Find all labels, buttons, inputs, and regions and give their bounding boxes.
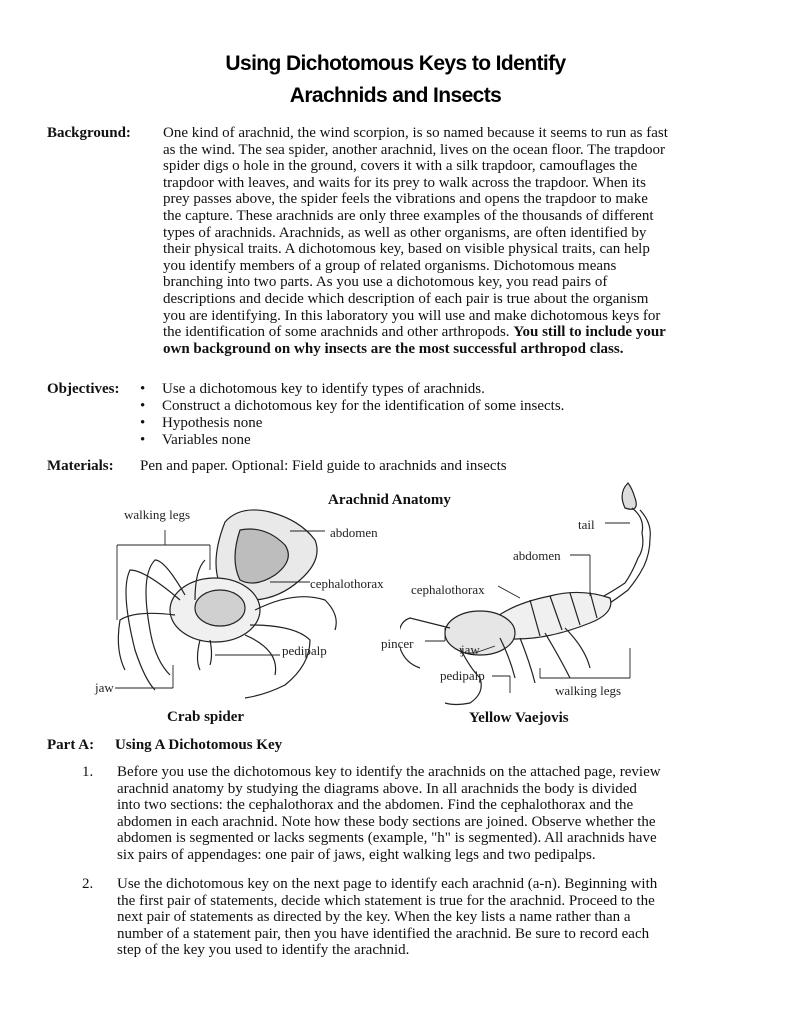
step-2-paragraph: Use the dichotomous key on the next page to identify each arachnid (a-n). Beginning with the first pair of statements, decide which statement is true for the arachnid. Proceed to the next pair of statements as directed by the key. When the key lists a name rather than a number of a statement pair, then you have identified the arachnid. Be sure to record each step of the key you used to identify the arachnid. [117,876,658,959]
background-text: the identification of some arachnids and other arthropods. [163,324,514,341]
scorpion-label-abdomen: abdomen [513,548,561,563]
objective-item: • Construct a dichotomous key for the identification of some insects. [140,398,565,414]
page-title-line-2: Arachnids and Insects [289,84,502,107]
scorpion-label-jaw: jaw [461,642,480,657]
background-paragraph [163,125,763,357]
background-line: One kind of arachnid, the wind scorpion, is so named because it seems to run as fast [163,125,668,141]
crab-label-jaw: jaw [95,680,114,695]
bullet-icon: • [140,381,146,397]
background-line: branching into two parts. As you use a dichotomous key, you read pairs of [163,274,608,291]
step-1-paragraph: Before you use the dichotomous key to identify the arachnids on the attached page, review arachnid anatomy by studying the diagrams above. In all arachnids the body is divided into two sections: the cephalothorax and the abdomen. Find the cephalothorax and the abdomen in each arachnid. Note how these body sections are joined. Observe whether the abdomen is segmented or lacks segments (example, "h" is segmented). All arachnids have six pairs of appendages: one pair of jaws, eight walking legs and two pedipalps. [117,764,661,863]
background-line: spider digs o hole in the ground, covers it with a silk trapdoor, camouflages the [163,158,638,175]
crab-label-abdomen: abdomen [330,525,378,540]
scorpion-caption: Yellow Vaejovis [469,710,569,726]
background-line: their physical traits. A dichotomous key, based on visible physical traits, can help [163,241,650,258]
objectives-list [140,381,564,449]
background-line: trapdoor with leaves, and waits for its prey to walk across the trapdoor. When its [163,174,646,191]
scorpion-label-tail: tail [578,517,595,532]
background-label: Background: [47,125,131,141]
background-line: descriptions and decide which description of each pair is true about the organism [163,290,649,307]
bullet-icon: • [140,415,146,431]
materials-label: Materials: [47,458,114,474]
crab-spider-caption: Crab spider [167,709,245,725]
step-number: 2. [82,876,94,892]
background-line: the capture. These arachnids are only three examples of the thousands of different [163,207,654,224]
crab-label-cephalothorax: cephalothorax [310,576,384,591]
materials-text: Pen and paper. Optional: Field guide to arachnids and insects [140,458,507,474]
bullet-icon: • [140,432,146,448]
objectives-label: Objectives: [47,381,120,397]
page-title-line-1: Using Dichotomous Keys to Identify [225,52,566,75]
background-line: types of arachnids. Arachnids, as well as other organisms, are often identified by [163,224,647,241]
bullet-icon: • [140,398,146,414]
objective-item: • Use a dichotomous key to identify types of arachnids. [140,381,485,397]
crab-label-pedipalp: pedipalp [282,643,327,658]
scorpion-label-pincer: pincer [381,636,414,651]
background-line: as the wind. The sea spider, another arachnid, lives on the ocean floor. The trapdoor [163,141,666,158]
background-instruction: own background on why insects are the most successful arthropod class. [163,340,624,357]
part-a-label: Part A: [47,737,95,753]
background-line: you are identifying. In this laboratory you will use and make dichotomous keys for [163,307,661,324]
part-a-heading: Using A Dichotomous Key [115,737,283,753]
scorpion-label-cephalothorax: cephalothorax [411,582,485,597]
background-instruction: You still to include your [513,324,666,341]
objective-item: • Variables none [140,432,251,448]
background-line [163,324,763,341]
step-number: 1. [82,764,94,780]
scorpion-label-pedipalp: pedipalp [440,668,485,683]
scorpion-label-walking-legs: walking legs [555,683,622,698]
background-line [163,341,763,358]
crab-label-walking-legs: walking legs [124,507,191,522]
objective-item: • Hypothesis none [140,415,263,431]
background-line: prey passes above, the spider feels the vibrations and opens the trapdoor to make [163,191,648,208]
figure-title: Arachnid Anatomy [328,492,451,508]
background-line: you identify members of a group of related organisms. Dichotomous means [163,257,617,274]
